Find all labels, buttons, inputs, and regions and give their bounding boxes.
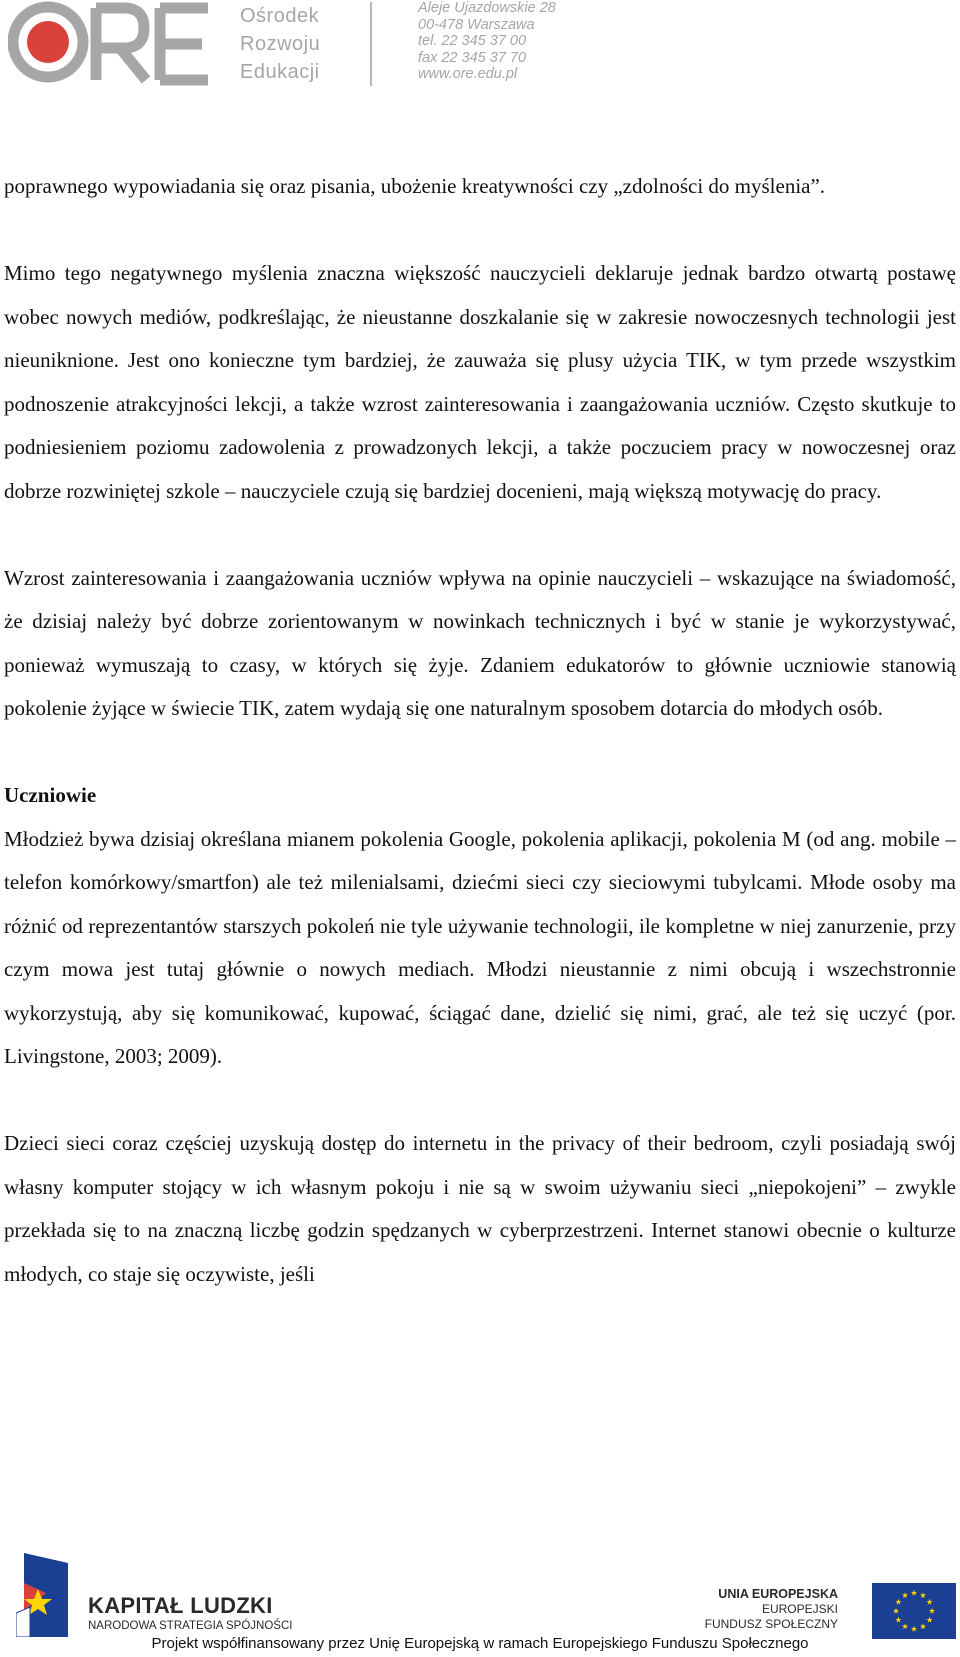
org-name-line: Rozwoju (240, 33, 321, 55)
paragraph: Wzrost zainteresowania i zaangażowania uczniów wpływa na opinie nauczycieli – wskazujące na świadomość, że dzisiaj należy być dobrze zorientowanym w nowinkach technicznych i być w stanie je wykorzystywać, ponieważ wymuszają to czasy, w których się żyje. Zdaniem edukatorów to głównie uczniowie stanowią pokolenie żyjące w świecie TIK, zatem wydają się one naturalnym sposobem dotarcia do młodych osób. (4, 565, 956, 720)
eu-label-line: EUROPEJSKI (761, 1602, 838, 1616)
org-name (240, 2, 350, 86)
contact-website: www.ore.edu.pl (418, 66, 518, 82)
eu-fund-label (705, 1587, 838, 1632)
paragraph: Młodzież bywa dzisiaj określana mianem pokolenia Google, pokolenia aplikacji, pokolenia M (od ang. mobile – telefon komórkowy/smartfon) ale też milenialsami, dziećmi sieci czy sieciowymi tubylcami. Młode osoby ma różnić od reprezentantów starszych pokoleń nie tyle używanie technologii, ile kompletne w niej zanurzenie, przy czym mowa jest tutaj głównie o nowych mediach. Młodzi nieustannie z nimi obcują i wszechstronnie wykorzystują, aby się komunikować, kupować, ściągać dane, dzielić się nimi, grać, ale też się uczyć (por. Livingstone, 2003; 2009). (4, 826, 956, 1068)
contact-city: 00-478 Warszawa (418, 16, 535, 33)
contact-phone: tel. 22 345 37 00 (418, 33, 527, 49)
document-body (4, 165, 956, 1296)
eu-label-line: FUNDUSZ SPOŁECZNY (704, 1617, 838, 1631)
contact-fax: fax 22 345 37 70 (418, 49, 527, 66)
eu-flag-icon (872, 1583, 956, 1639)
contact-block (418, 0, 556, 83)
section-heading: Uczniowie (4, 783, 97, 807)
letterhead (0, 0, 960, 95)
kapital-ludzki-emblem (16, 1553, 70, 1637)
contact-address: Aleje Ujazdowskie 28 (418, 0, 556, 16)
kapital-ludzki-subtitle: NARODOWA STRATEGIA SPÓJNOŚCI (88, 1620, 293, 1632)
paragraph: Dzieci sieci coraz częściej uzyskują dostęp do internetu in the privacy of their bedroom, czyli posiadają swój własny komputer stojący w ich własnym pokoju i nie są w swoim używaniu sieci „niepokojeni” – zwykle przekłada się to na znaczną liczbę godzin spędzanych w cyberprzestrzeni. Internet stanowi obecnie o kulturze młodych, co staje się oczywiste, jeśli (4, 1131, 956, 1286)
cofinancing-caption: Projekt współfinansowany przez Unię Europejską w ramach Europejskiego Funduszu Społecznego (151, 1635, 809, 1652)
ore-logo (8, 0, 213, 92)
page-footer (0, 1545, 960, 1657)
paragraph: Mimo tego negatywnego myślenia znaczna większość nauczycieli deklaruje jednak bardzo otwartą postawę wobec nowych mediów, podkreślając, że nieustanne doszkalanie się w zakresie nowoczesnych technologii jest nieuniknione. Jest ono konieczne tym bardziej, że zauważa się plusy użycia TIK, w tym przede wszystkim podnoszenie atrakcyjności lekcji, a także wzrost zainteresowania i zaangażowania uczniów. Często skutkuje to podniesieniem poziomu zadowolenia z prowadzonych lekcji, a także poczuciem pracy w nowoczesnej oraz dobrze rozwiniętej szkole – nauczyciele czują się bardziej docenieni, mają większą motywację do pracy. (4, 261, 956, 503)
header-divider (370, 2, 372, 86)
org-name-line: Ośrodek (240, 5, 320, 27)
kapital-ludzki-title: KAPITAŁ LUDZKI (88, 1593, 273, 1618)
org-name-line: Edukacji (240, 61, 320, 83)
paragraph: poprawnego wypowiadania się oraz pisania, ubożenie kreatywności czy „zdolności do myślenia”. (4, 174, 826, 198)
eu-label-line: UNIA EUROPEJSKA (718, 1587, 838, 1601)
